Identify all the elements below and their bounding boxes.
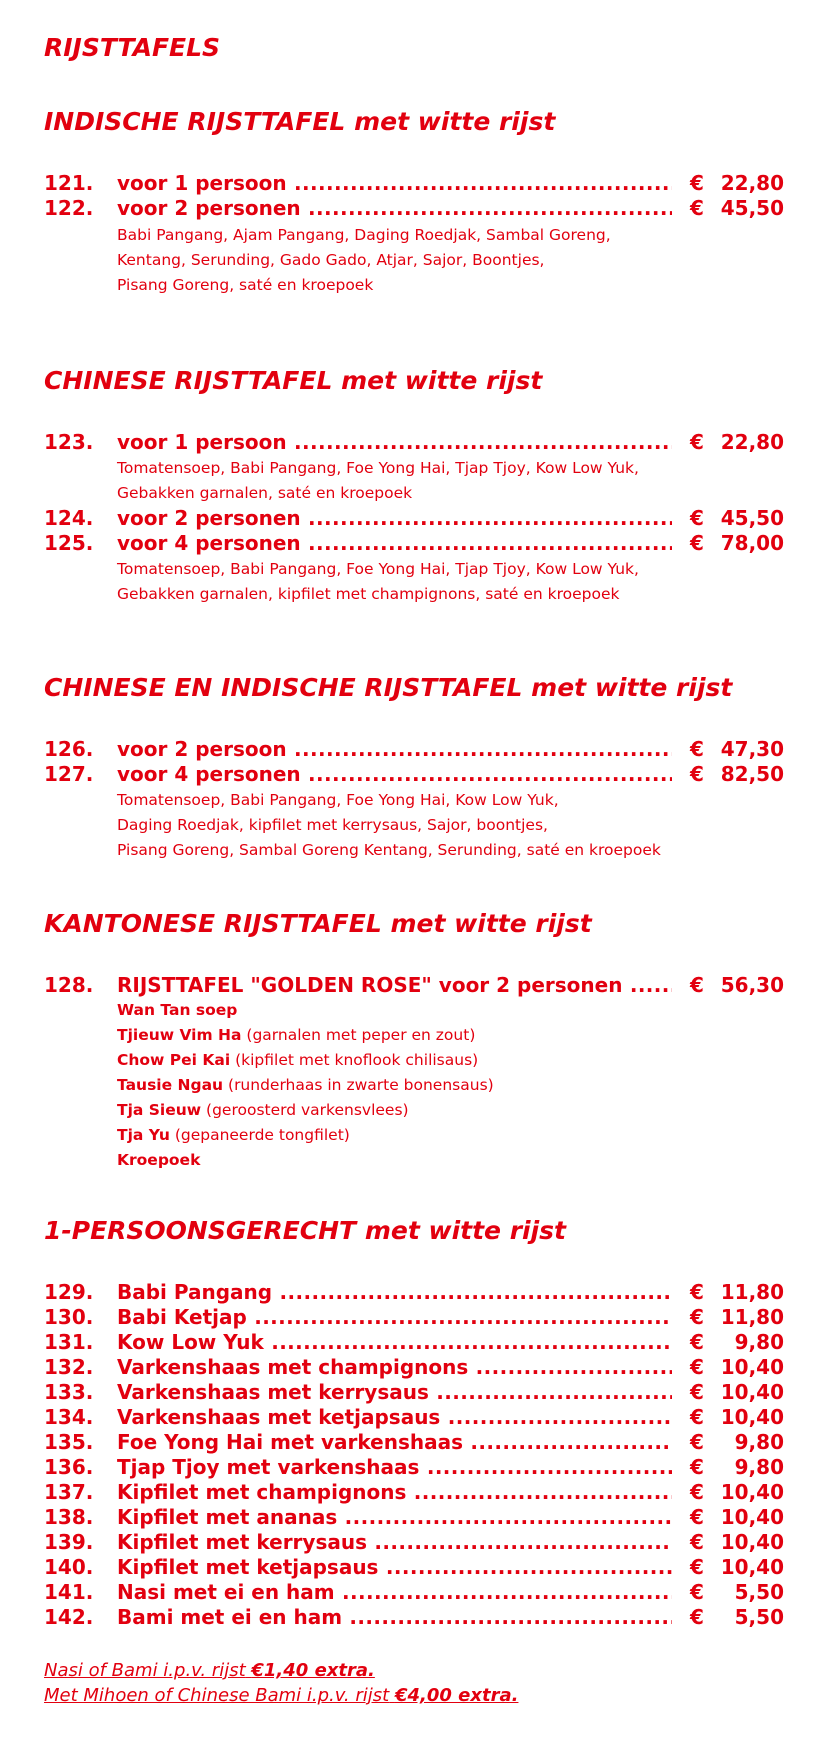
currency-symbol: € [690,1330,704,1354]
dish-note: (garnalen met peper en zout) [246,1026,476,1044]
item-description [117,456,639,506]
item-price: 10,40 [720,1380,784,1404]
footnote-extra-price: €4,00 extra. [394,1685,519,1706]
item-price: 10,40 [720,1530,784,1554]
item-name: voor 4 personen ..... [117,531,672,556]
list-item [117,1048,494,1073]
currency-symbol: € [690,1455,704,1479]
section-title-suffix: met witte rijst [354,107,556,136]
section-title-kantonese [44,909,592,939]
list-item [117,1123,494,1148]
currency-symbol: € [690,171,704,195]
currency-symbol: € [690,1480,704,1504]
list-item [117,1148,494,1173]
description-line: Babi Pangang, Ajam Pangang, Daging Roedjak, Sambal Goreng, [117,226,611,244]
item-price: 9,80 [734,1430,784,1454]
currency-symbol: € [690,973,704,997]
section-title-1-persoonsgerecht [44,1216,566,1246]
item-number: 122. [44,196,94,220]
item-number: 130. [44,1305,94,1329]
section-title-suffix: met witte rijst [341,366,543,395]
currency-symbol: € [690,1505,704,1529]
section-title-suffix: met witte rijst [364,1216,567,1245]
item-name: voor 1 persoon ..... [117,430,672,455]
item-number: 135. [44,1430,94,1454]
item-name: Foe Yong Hai met varkenshaas ..... [117,1430,672,1455]
item-number: 133. [44,1380,94,1404]
item-name: voor 1 persoon ..... [117,171,672,196]
section-title-chinese-en-indische [44,673,732,703]
dish-name: Tja Sieuw [117,1101,202,1119]
page-title: RIJSTTAFELS [44,33,221,62]
item-name: Varkenshaas met kerrysaus ..... [117,1380,672,1405]
footnote-text: Nasi of Bami i.p.v. rijst [44,1660,246,1681]
item-price: 56,30 [720,973,784,997]
section-title-main: CHINESE RIJSTTAFEL [44,366,333,395]
item-number: 131. [44,1330,94,1354]
dish-note: (gepaneerde tongfilet) [174,1126,350,1144]
list-item [117,1098,494,1123]
description-line: Kentang, Serunding, Gado Gado, Atjar, Sajor, Boontjes, [117,251,545,269]
item-price: 45,50 [720,196,784,220]
list-item [117,1073,494,1098]
description-line: Tomatensoep, Babi Pangang, Foe Yong Hai, Tjap Tjoy, Kow Low Yuk, [117,560,639,578]
section-title-main: INDISCHE RIJSTTAFEL [44,107,346,136]
menu-item-125 [44,531,784,556]
dish-name: Tja Yu [117,1126,170,1144]
menu-item-135 [44,1430,784,1455]
section-title-suffix: met witte rijst [531,673,733,702]
footnote-nasi-bami [44,1658,375,1683]
section-title-chinese [44,366,542,396]
description-line: Pisang Goreng, Sambal Goreng Kentang, Serunding, saté en kroepoek [117,841,661,859]
item-number: 124. [44,506,94,530]
item-price: 10,40 [720,1555,784,1579]
description-line: Pisang Goreng, saté en kroepoek [117,276,374,294]
currency-symbol: € [690,531,704,555]
menu-item-121 [44,171,784,196]
description-line: Tomatensoep, Babi Pangang, Foe Yong Hai, Tjap Tjoy, Kow Low Yuk, [117,459,639,477]
dish-note: (kipfilet met knoflook chilisaus) [235,1051,479,1069]
item-price: 10,40 [720,1355,784,1379]
item-number: 141. [44,1580,94,1604]
item-name: Kipfilet met champignons ..... [117,1480,672,1505]
item-number: 138. [44,1505,94,1529]
item-price: 5,50 [734,1580,784,1604]
dish-note: (geroosterd varkensvlees) [206,1101,409,1119]
item-price: 78,00 [720,531,784,555]
section-title-indische [44,107,555,137]
item-number: 128. [44,973,94,997]
item-price: 9,80 [734,1330,784,1354]
item-name: Babi Pangang ..... [117,1280,672,1305]
item-name: voor 4 personen ..... [117,762,672,787]
menu-item-142 [44,1605,784,1630]
menu-item-131 [44,1330,784,1355]
item-description [117,557,639,607]
item-number: 142. [44,1605,94,1629]
section-title-main: KANTONESE RIJSTTAFEL [44,909,382,938]
menu-item-130 [44,1305,784,1330]
currency-symbol: € [690,1355,704,1379]
menu-item-140 [44,1555,784,1580]
currency-symbol: € [690,1530,704,1554]
item-name: Bami met ei en ham ..... [117,1605,672,1630]
section-title-main: 1-PERSOONSGERECHT [44,1216,357,1245]
item-price: 11,80 [720,1305,784,1329]
currency-symbol: € [690,196,704,220]
item-name: Varkenshaas met champignons ..... [117,1355,672,1380]
item-price: 22,80 [720,171,784,195]
item-number: 134. [44,1405,94,1429]
currency-symbol: € [690,1305,704,1329]
item-number: 129. [44,1280,94,1304]
currency-symbol: € [690,1555,704,1579]
dish-note: (runderhaas in zwarte bonensaus) [228,1076,494,1094]
dish-name: Tjieuw Vim Ha [117,1026,242,1044]
menu-item-122 [44,196,784,221]
menu-item-124 [44,506,784,531]
item-description [117,223,611,298]
item-name: Tjap Tjoy met varkenshaas ..... [117,1455,672,1480]
item-number: 139. [44,1530,94,1554]
currency-symbol: € [690,1430,704,1454]
menu-item-127 [44,762,784,787]
item-price: 47,30 [720,737,784,761]
dish-name: Wan Tan soep [117,1001,238,1019]
item-number: 123. [44,430,94,454]
menu-item-123 [44,430,784,455]
menu-item-139 [44,1530,784,1555]
menu-item-138 [44,1505,784,1530]
currency-symbol: € [690,430,704,454]
item-name: Babi Ketjap ..... [117,1305,672,1330]
item-number: 140. [44,1555,94,1579]
item-name: Varkenshaas met ketjapsaus ..... [117,1405,672,1430]
item-name: Kipfilet met ketjapsaus ..... [117,1555,672,1580]
footnote-extra-price: €1,40 extra. [251,1660,375,1681]
menu-item-134 [44,1405,784,1430]
section-title-suffix: met witte rijst [390,909,592,938]
menu-item-132 [44,1355,784,1380]
menu-item-141 [44,1580,784,1605]
item-price: 11,80 [720,1280,784,1304]
dish-name: Tausie Ngau [117,1076,224,1094]
item-price: 10,40 [720,1405,784,1429]
currency-symbol: € [690,506,704,530]
item-name: voor 2 personen ..... [117,196,672,221]
item-number: 125. [44,531,94,555]
item-number: 132. [44,1355,94,1379]
currency-symbol: € [690,737,704,761]
item-name: Nasi met ei en ham ..... [117,1580,672,1605]
list-item [117,1023,494,1048]
currency-symbol: € [690,1605,704,1629]
item-price: 45,50 [720,506,784,530]
description-line: Tomatensoep, Babi Pangang, Foe Yong Hai, Kow Low Yuk, [117,791,559,809]
menu-item-133 [44,1380,784,1405]
currency-symbol: € [690,1580,704,1604]
item-price: 22,80 [720,430,784,454]
item-price: 5,50 [734,1605,784,1629]
currency-symbol: € [690,1280,704,1304]
item-name: voor 2 personen ..... [117,506,672,531]
item-number: 136. [44,1455,94,1479]
description-line: Gebakken garnalen, saté en kroepoek [117,484,413,502]
description-line: Daging Roedjak, kipfilet met kerrysaus, Sajor, boontjes, [117,816,548,834]
menu-item-126 [44,737,784,762]
item-price: 82,50 [720,762,784,786]
footnote-text: Met Mihoen of Chinese Bami i.p.v. rijst [44,1685,390,1706]
item-number: 137. [44,1480,94,1504]
item-name: Kipfilet met ananas ..... [117,1505,672,1530]
item-name: RIJSTTAFEL "GOLDEN ROSE" voor 2 personen ..... [117,973,672,998]
menu-item-128 [44,973,784,998]
menu-item-137 [44,1480,784,1505]
currency-symbol: € [690,762,704,786]
description-line: Gebakken garnalen, kipfilet met champignons, saté en kroepoek [117,585,620,603]
footnote-mihoen [44,1683,518,1708]
item-name: Kow Low Yuk ..... [117,1330,672,1355]
item-price: 9,80 [734,1455,784,1479]
item-price: 10,40 [720,1480,784,1504]
item-price: 10,40 [720,1505,784,1529]
currency-symbol: € [690,1380,704,1404]
golden-rose-dish-list [117,998,494,1173]
item-number: 126. [44,737,94,761]
dish-name: Kroepoek [117,1151,201,1169]
currency-symbol: € [690,1405,704,1429]
section-title-main: CHINESE EN INDISCHE RIJSTTAFEL [44,673,523,702]
dish-name: Chow Pei Kai [117,1051,231,1069]
item-number: 121. [44,171,94,195]
item-number: 127. [44,762,94,786]
item-description [117,788,661,863]
menu-item-136 [44,1455,784,1480]
item-name: voor 2 persoon ..... [117,737,672,762]
menu-item-129 [44,1280,784,1305]
list-item [117,998,494,1023]
item-name: Kipfilet met kerrysaus ..... [117,1530,672,1555]
